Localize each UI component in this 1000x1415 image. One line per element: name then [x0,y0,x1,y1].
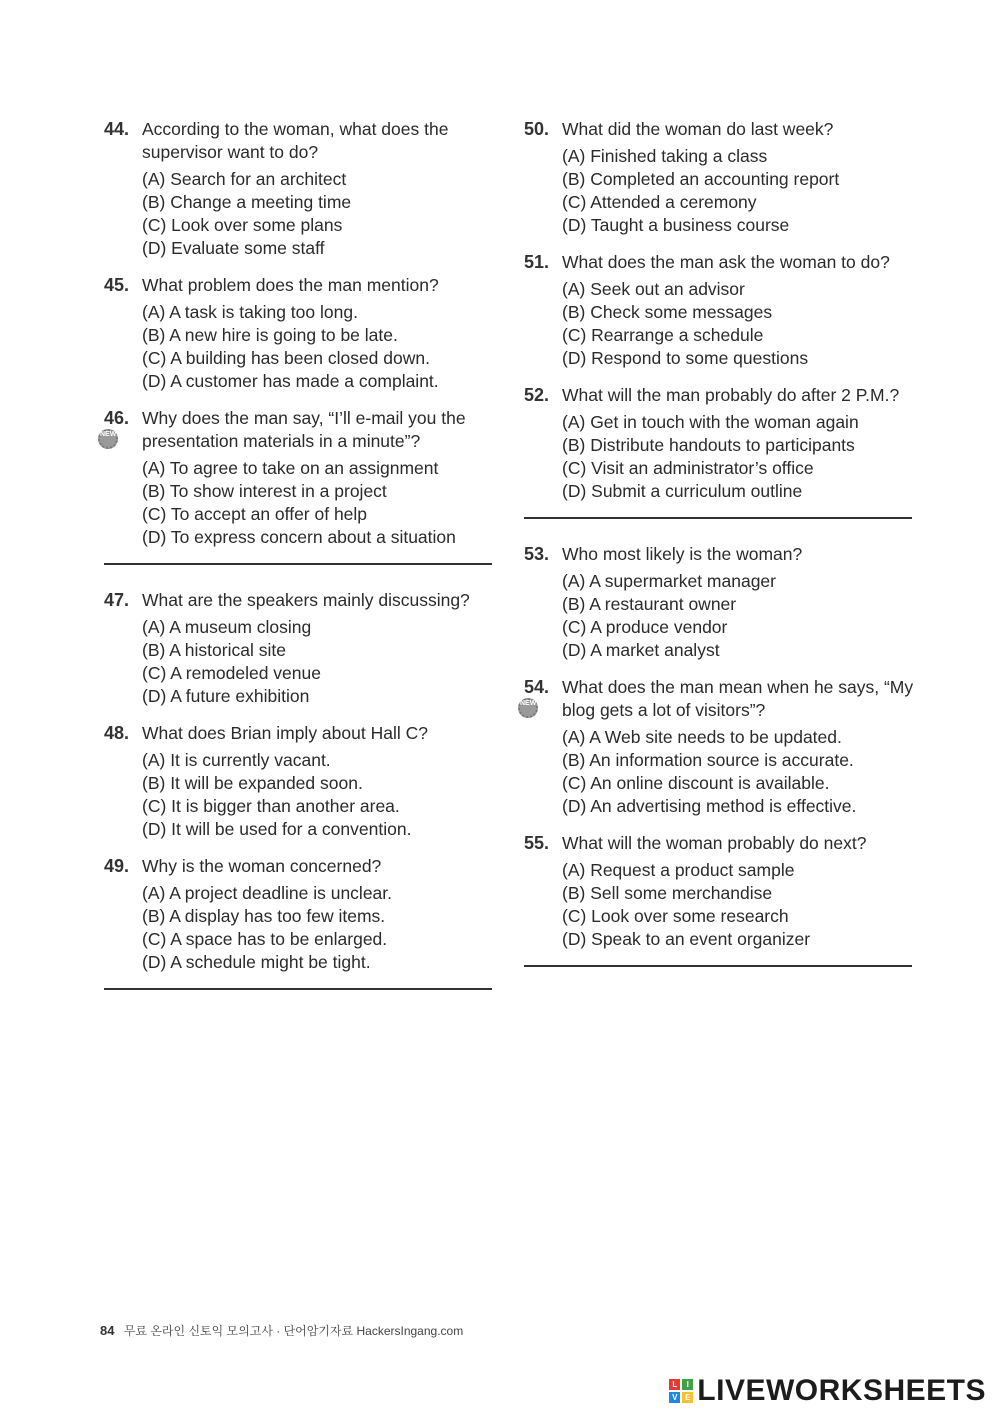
answer-options [562,145,924,237]
answer-option[interactable]: (C) An online discount is available. [562,773,830,793]
answer-options [562,278,924,370]
answer-option[interactable]: (B) Check some messages [562,302,773,322]
answer-option[interactable]: (A) Seek out an advisor [562,279,745,299]
answer-option[interactable]: (C) Visit an administrator’s office [562,458,814,478]
question-44 [104,118,504,260]
answer-option[interactable]: (C) Attended a ceremony [562,192,757,212]
answer-options [562,859,924,951]
question-number: 47. [104,590,130,610]
question-text: What will the man probably do after 2 P.M.? [562,385,900,405]
footer-site: HackersIngang.com [356,1324,464,1338]
question-text: What problem does the man mention? [142,275,439,295]
answer-option[interactable]: (D) An advertising method is effective. [562,796,857,816]
question-text: Why does the man say, “I’ll e-mail you the presentation materials in a minute”? [142,408,466,451]
answer-option[interactable]: (D) Respond to some questions [562,348,809,368]
answer-option[interactable]: (B) Completed an accounting report [562,169,840,189]
question-text: What does the man mean when he says, “My blog gets a lot of visitors”? [562,677,914,720]
question-number: 53. [524,544,550,564]
answer-option[interactable]: (B) A historical site [142,640,286,660]
answer-option[interactable]: (A) Finished taking a class [562,146,768,166]
answer-option[interactable]: (A) Request a product sample [562,860,795,880]
question-text: What does Brian imply about Hall C? [142,723,428,743]
answer-option[interactable]: (D) Speak to an event organizer [562,929,811,949]
answer-option[interactable]: (D) A schedule might be tight. [142,952,371,972]
answer-option[interactable]: (D) Submit a curriculum outline [562,481,803,501]
footer-text: 무료 온라인 신토익 모의고사 · 단어암기자료 [123,1324,354,1338]
answer-options [142,749,504,841]
question-number: 54. [524,677,550,697]
page-footer [100,1322,463,1339]
question-51 [524,251,924,370]
question-50 [524,118,924,237]
answer-option[interactable]: (C) Look over some plans [142,215,343,235]
answer-option[interactable]: (A) A task is taking too long. [142,302,358,322]
question-text: Who most likely is the woman? [562,544,803,564]
question-header [524,384,924,407]
answer-option[interactable]: (C) A remodeled venue [142,663,321,683]
question-53 [524,543,924,662]
question-text: According to the woman, what does the supervisor want to do? [142,119,449,162]
answer-option[interactable]: (B) Sell some merchandise [562,883,773,903]
answer-option[interactable]: (D) To express concern about a situation [142,527,456,547]
question-number: 45. [104,275,130,295]
answer-options [142,457,504,549]
question-55 [524,832,924,951]
question-header [104,589,504,612]
question-header [104,274,504,297]
answer-options [142,882,504,974]
answer-option[interactable]: (B) A restaurant owner [562,594,737,614]
question-45 [104,274,504,393]
answer-option[interactable]: (D) A customer has made a complaint. [142,371,439,391]
answer-options [562,411,924,503]
question-header [524,118,924,141]
question-text: What does the man ask the woman to do? [562,252,890,272]
question-header [104,722,504,745]
answer-option[interactable]: (C) It is bigger than another area. [142,796,400,816]
answer-options [562,726,924,818]
left-question-column [100,118,504,1014]
section-divider [524,517,912,519]
answer-option[interactable]: (C) A produce vendor [562,617,728,637]
answer-option[interactable]: (C) A space has to be enlarged. [142,929,388,949]
liveworksheets-logo [669,1374,986,1408]
answer-option[interactable]: (C) Rearrange a schedule [562,325,764,345]
new-badge-icon: NEW [98,429,118,449]
question-text: What will the woman probably do next? [562,833,867,853]
answer-option[interactable]: (B) An information source is accurate. [562,750,854,770]
logo-text: LIVEWORKSHEETS [697,1374,986,1407]
answer-option[interactable]: (B) To show interest in a project [142,481,387,501]
question-header [104,407,504,453]
section-divider [104,563,492,565]
answer-option[interactable]: (A) It is currently vacant. [142,750,331,770]
new-badge-icon: NEW [518,698,538,718]
question-47 [104,589,504,708]
answer-option[interactable]: (D) Evaluate some staff [142,238,325,258]
logo-mark-icon [669,1379,693,1403]
question-number: 44. [104,119,130,139]
answer-option[interactable]: (D) A future exhibition [142,686,310,706]
question-48 [104,722,504,841]
answer-option[interactable]: (B) Distribute handouts to participants [562,435,855,455]
question-header [104,118,504,164]
answer-option[interactable]: (A) A Web site needs to be updated. [562,727,842,747]
answer-option[interactable]: (D) Taught a business course [562,215,790,235]
right-question-column [520,118,924,991]
answer-option[interactable]: (A) A supermarket manager [562,571,776,591]
answer-option[interactable]: (B) A display has too few items. [142,906,386,926]
answer-options [562,570,924,662]
answer-option[interactable]: (B) It will be expanded soon. [142,773,363,793]
page-number: 84 [100,1323,115,1338]
logo-mark-tile: E [682,1392,693,1403]
section-divider [524,965,912,967]
logo-mark-tile: I [682,1379,693,1390]
question-52 [524,384,924,503]
question-number: 51. [524,252,550,272]
answer-option[interactable]: (C) A building has been closed down. [142,348,430,368]
question-number: 52. [524,385,550,405]
answer-option[interactable]: (D) A market analyst [562,640,720,660]
question-number: 55. [524,833,550,853]
answer-option[interactable]: (A) A project deadline is unclear. [142,883,393,903]
question-number: 48. [104,723,130,743]
question-number: 50. [524,119,550,139]
question-text: What did the woman do last week? [562,119,834,139]
answer-option[interactable]: (C) Look over some research [562,906,789,926]
answer-option[interactable]: (A) A museum closing [142,617,312,637]
question-49 [104,855,504,974]
answer-option[interactable]: (C) To accept an offer of help [142,504,368,524]
answer-option[interactable]: (A) Get in touch with the woman again [562,412,859,432]
question-number: 49. [104,856,130,876]
question-text: What are the speakers mainly discussing? [142,590,470,610]
answer-option[interactable]: (A) Search for an architect [142,169,347,189]
answer-option[interactable]: (B) Change a meeting time [142,192,352,212]
answer-option[interactable]: (D) It will be used for a convention. [142,819,412,839]
question-number: 46. [104,408,130,428]
logo-mark-tile: V [669,1392,680,1403]
question-text: Why is the woman concerned? [142,856,382,876]
section-divider [104,988,492,990]
question-header [524,676,924,722]
answer-options [142,168,504,260]
question-46 [100,407,504,549]
answer-option[interactable]: (A) To agree to take on an assignment [142,458,439,478]
question-header [524,543,924,566]
question-header [104,855,504,878]
question-header [524,251,924,274]
logo-mark-tile: L [669,1379,680,1390]
answer-options [142,616,504,708]
answer-option[interactable]: (B) A new hire is going to be late. [142,325,398,345]
question-header [524,832,924,855]
question-54 [520,676,924,818]
answer-options [142,301,504,393]
